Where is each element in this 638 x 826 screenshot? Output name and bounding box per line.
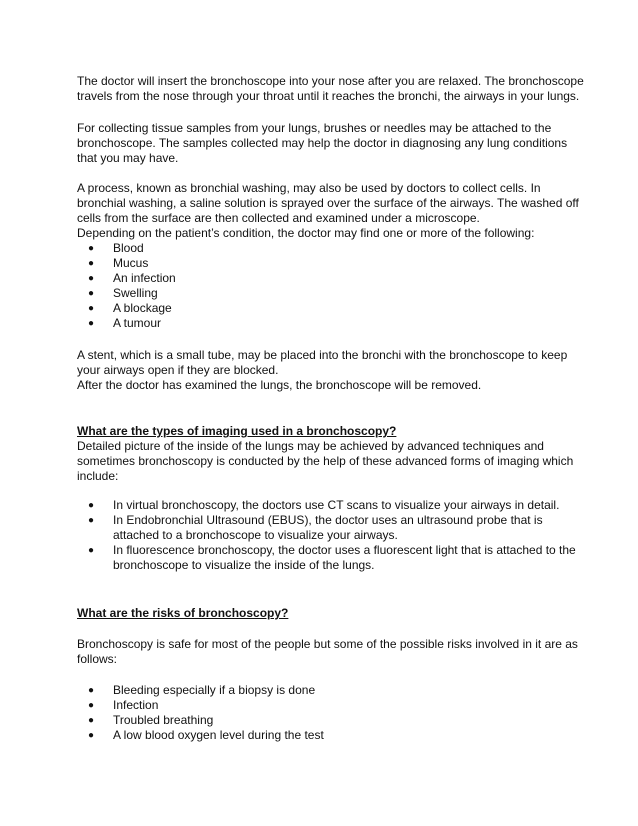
list-item-text: bronchoscope to visualize the inside of the lungs. bbox=[113, 558, 375, 572]
imaging-types-list bbox=[77, 498, 576, 573]
list-item bbox=[77, 241, 176, 256]
list-item bbox=[77, 301, 176, 316]
bullet-icon: ● bbox=[88, 258, 95, 269]
section-heading: What are the risks of bronchoscopy? bbox=[77, 606, 289, 620]
list-item-text: In fluorescence bronchoscopy, the doctor uses a fluorescent light that is attached to the bbox=[113, 543, 576, 557]
bullet-icon: ● bbox=[88, 515, 95, 526]
list-item bbox=[77, 316, 176, 331]
list-item bbox=[77, 728, 324, 743]
bullet-icon: ● bbox=[88, 318, 95, 329]
list-item bbox=[77, 256, 176, 271]
list-item-text: Troubled breathing bbox=[113, 713, 214, 727]
paragraph-tissue-samples bbox=[77, 121, 577, 166]
list-item-text: In Endobronchial Ultrasound (EBUS), the doctor uses an ultrasound probe that is bbox=[113, 513, 543, 527]
bullet-icon: ● bbox=[88, 730, 95, 741]
text-line: follows: bbox=[77, 652, 118, 666]
text-line: bronchial washing, a saline solution is sprayed over the surface of the airways. The washed off bbox=[77, 196, 579, 210]
list-item bbox=[77, 498, 576, 513]
list-item bbox=[77, 286, 176, 301]
text-line: cells from the surface are then collected and examined under a microscope. bbox=[77, 211, 480, 225]
findings-list bbox=[77, 241, 176, 331]
list-item bbox=[77, 713, 324, 728]
list-item bbox=[77, 543, 576, 573]
text-line: your airways open if they are blocked. bbox=[77, 363, 279, 377]
paragraph-stent bbox=[77, 348, 577, 393]
list-item-text: attached to a bronchoscope to visualize your airways. bbox=[113, 528, 398, 542]
list-item-text: Swelling bbox=[113, 286, 158, 300]
list-item bbox=[77, 698, 324, 713]
text-line: include: bbox=[77, 469, 119, 483]
section-imaging bbox=[77, 424, 577, 484]
paragraph-procedure bbox=[77, 74, 584, 104]
text-line: Bronchoscopy is safe for most of the people but some of the possible risks involved in it are as bbox=[77, 637, 578, 651]
list-item bbox=[77, 683, 324, 698]
list-item-text: Infection bbox=[113, 698, 159, 712]
list-item bbox=[77, 513, 576, 543]
section-risks-heading-block bbox=[77, 606, 577, 621]
text-line: A process, known as bronchial washing, may also be used by doctors to collect cells. In bbox=[77, 181, 541, 195]
text-line: For collecting tissue samples from your lungs, brushes or needles may be attached to the bbox=[77, 121, 552, 135]
bullet-icon: ● bbox=[88, 500, 95, 511]
list-item-text: Mucus bbox=[113, 256, 149, 270]
bullet-icon: ● bbox=[88, 685, 95, 696]
paragraph-bronchial-washing bbox=[77, 181, 577, 241]
text-line: Depending on the patient’s condition, the doctor may find one or more of the following: bbox=[77, 226, 535, 240]
list-item-text: A tumour bbox=[113, 316, 162, 330]
text-line: sometimes bronchoscopy is conducted by the help of these advanced forms of imaging which bbox=[77, 454, 574, 468]
section-risks-intro bbox=[77, 637, 577, 667]
list-item-text: In virtual bronchoscopy, the doctors use CT scans to visualize your airways in detail. bbox=[113, 498, 560, 512]
bullet-icon: ● bbox=[88, 303, 95, 314]
text-line: Detailed picture of the inside of the lungs may be achieved by advanced techniques and bbox=[77, 439, 544, 453]
bullet-icon: ● bbox=[88, 243, 95, 254]
list-item-text: A low blood oxygen level during the test bbox=[113, 728, 324, 742]
text-line: that you may have. bbox=[77, 151, 179, 165]
section-heading: What are the types of imaging used in a bronchoscopy? bbox=[77, 424, 397, 438]
text-line: bronchoscope. The samples collected may help the doctor in diagnosing any lung conditions bbox=[77, 136, 568, 150]
text-line: After the doctor has examined the lungs, the bronchoscope will be removed. bbox=[77, 378, 482, 392]
bullet-icon: ● bbox=[88, 288, 95, 299]
bullet-icon: ● bbox=[88, 545, 95, 556]
text-line: A stent, which is a small tube, may be placed into the bronchi with the bronchoscope to keep bbox=[77, 348, 568, 362]
text-line: travels from the nose through your throat until it reaches the bronchi, the airways in your lungs. bbox=[77, 89, 580, 103]
list-item-text: Blood bbox=[113, 241, 144, 255]
risks-list bbox=[77, 683, 324, 743]
bullet-icon: ● bbox=[88, 715, 95, 726]
list-item-text: An infection bbox=[113, 271, 176, 285]
bullet-icon: ● bbox=[88, 700, 95, 711]
text-line: The doctor will insert the bronchoscope into your nose after you are relaxed. The bronchoscope bbox=[77, 74, 584, 88]
bullet-icon: ● bbox=[88, 273, 95, 284]
list-item bbox=[77, 271, 176, 286]
list-item-text: A blockage bbox=[113, 301, 172, 315]
list-item-text: Bleeding especially if a biopsy is done bbox=[113, 683, 316, 697]
